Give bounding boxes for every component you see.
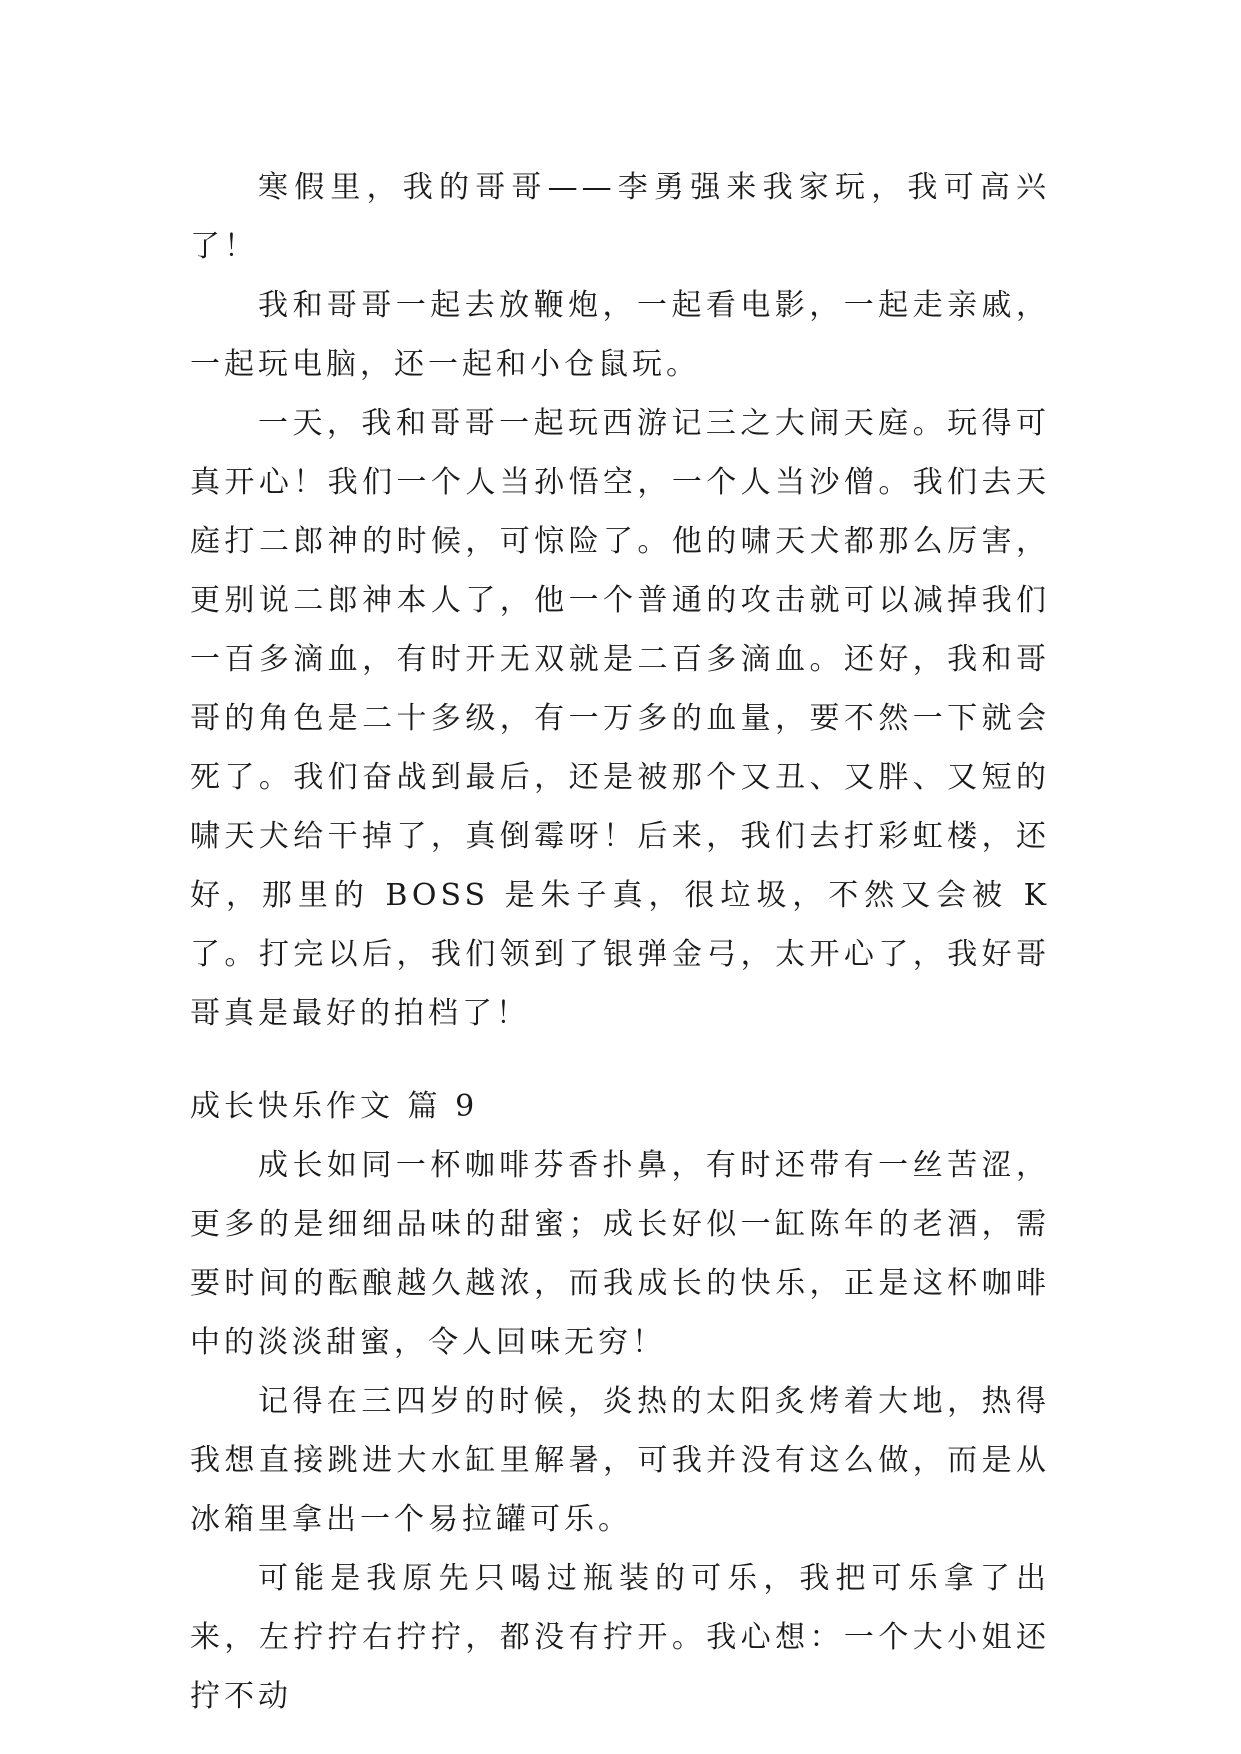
paragraph-growth-coffee: 成长如同一杯咖啡芬香扑鼻，有时还带有一丝苦涩，更多的是细细品味的甜蜜；成长好似一缸陈年的老酒，需要时间的酝酿越久越浓，而我成长的快乐，正是这杯咖啡中的淡淡甜蜜，令人回味无穷！ [190,1148,1050,1360]
paragraph-game-story: 一天，我和哥哥一起玩西游记三之大闹天庭。玩得可真开心！我们一个人当孙悟空，一个人当沙僧。我们去天庭打二郎神的时候，可惊险了。他的啸天犬都那么厉害，更别说二郎神本人了，他一个普通的攻击就可以减掉我们一百多滴血，有时开无双就是二百多滴血。还好，我和哥哥的角色是二十多级，有一万多的血量，要不然一下就会死了。我们奋战到最后，还是被那个又丑、又胖、又短的啸天犬给干掉了，真倒霉呀！后来，我们去打彩虹楼，还好，那里的 BOSS 是朱子真，很垃圾，不然又会被 K 了。打完以后，我们领到了银弹金弓，太开心了，我好哥哥真是最好的拍档了！ [190,406,1050,1031]
document-body [190,158,1050,1726]
section-heading: 成长快乐作文 篇 9 [190,1089,479,1124]
paragraph-activities: 我和哥哥一起去放鞭炮，一起看电影，一起走亲戚，一起玩电脑，还一起和小仓鼠玩。 [190,288,1050,382]
paragraph-memory-cola: 记得在三四岁的时候，炎热的太阳炙烤着大地，热得我想直接跳进大水缸里解暑，可我并没有这么做，而是从冰箱里拿出一个易拉罐可乐。 [190,1384,1050,1537]
paragraph-open-can: 可能是我原先只喝过瓶装的可乐，我把可乐拿了出来，左拧拧右拧拧，都没有拧开。我心想：一个大小姐还拧不动 [190,1561,1050,1714]
paragraph-winter-break: 寒假里，我的哥哥——李勇强来我家玩，我可高兴了！ [190,170,1050,264]
